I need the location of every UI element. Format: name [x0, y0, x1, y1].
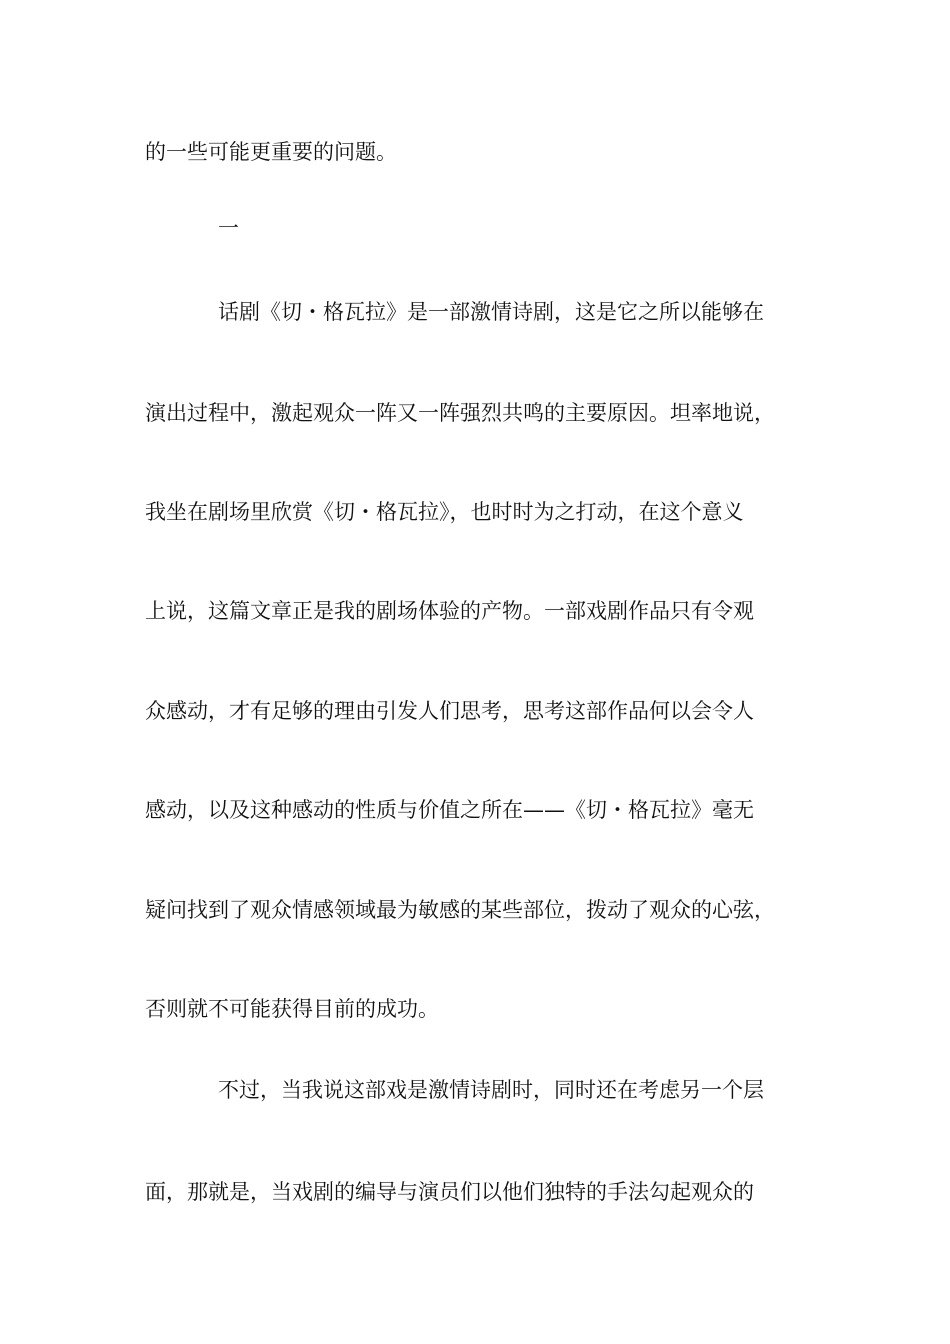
text-line-8: 感动，以及这种感动的性质与价值之所在——《切・格瓦拉》毫无 [145, 798, 754, 822]
text-line-3: 话剧《切・格瓦拉》是一部激情诗剧，这是它之所以能够在 [218, 300, 764, 324]
text-line-9: 疑问找到了观众情感领域最为敏感的某些部位，拨动了观众的心弦， [145, 898, 775, 922]
text-line-4: 演出过程中，激起观众一阵又一阵强烈共鸣的主要原因。坦率地说， [145, 401, 775, 425]
text-line-11: 不过，当我说这部戏是激情诗剧时，同时还在考虑另一个层 [218, 1078, 764, 1102]
text-line-6: 上说，这篇文章正是我的剧场体验的产物。一部戏剧作品只有令观 [145, 599, 754, 623]
text-line-5: 我坐在剧场里欣赏《切・格瓦拉》，也时时为之打动，在这个意义 [145, 500, 744, 524]
section-number: 一 [218, 216, 239, 240]
text-line-1: 的一些可能更重要的问题。 [145, 140, 397, 164]
text-line-10: 否则就不可能获得目前的成功。 [145, 997, 439, 1021]
text-line-12: 面，那就是，当戏剧的编导与演员们以他们独特的手法勾起观众的 [145, 1180, 754, 1204]
text-line-7: 众感动，才有足够的理由引发人们思考，思考这部作品何以会令人 [145, 699, 754, 723]
